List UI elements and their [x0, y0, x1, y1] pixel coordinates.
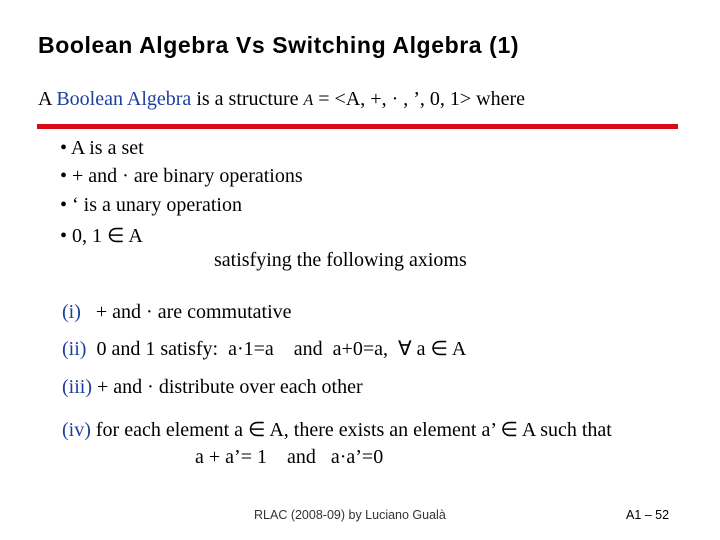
slide-title: Boolean Algebra Vs Switching Algebra (1) — [38, 32, 520, 58]
bullet-unary-op: • ‘ is a unary operation — [60, 194, 242, 216]
axiom-distributive — [62, 376, 363, 399]
footer-credit: RLAC (2008-09) by Luciano Gualà — [254, 508, 446, 522]
intro-middle: is a structure — [191, 88, 304, 110]
bullet-binary-ops: • + and · are binary operations — [60, 165, 303, 187]
intro-prefix: A — [38, 88, 57, 110]
axiom-commutative — [62, 301, 292, 324]
axiom-number: (iv) — [62, 419, 91, 441]
intro-symbol: A — [303, 92, 314, 109]
axiom-complement-condition: a + a’= 1 and a·a’=0 — [195, 446, 384, 468]
axiom-number: (ii) — [62, 338, 87, 360]
axiom-text: + and · are commutative — [80, 301, 292, 323]
intro-tuple: = <A, +, · , ’, 0, 1> where — [313, 88, 526, 110]
axiom-number: (i) — [62, 301, 81, 323]
bullet-constants: • 0, 1 ∈ A — [60, 225, 143, 247]
axiom-text: 0 and 1 satisfy: a·1=a and a+0=a, ∀ a ∈ A — [86, 338, 467, 360]
intro-line — [38, 88, 525, 111]
title-divider — [37, 124, 678, 129]
page-number: A1 – 52 — [626, 508, 670, 522]
axioms-intro: satisfying the following axioms — [214, 249, 467, 271]
axiom-text: + and · distribute over each other — [92, 376, 363, 398]
axiom-complement — [62, 417, 612, 442]
axiom-identity — [62, 336, 466, 361]
axiom-text: for each element a ∈ A, there exists an element a’ ∈ A such that — [90, 419, 612, 441]
bullet-set: • A is a set — [60, 137, 144, 159]
intro-term: Boolean Algebra — [56, 88, 192, 110]
axiom-number: (iii) — [62, 376, 92, 398]
